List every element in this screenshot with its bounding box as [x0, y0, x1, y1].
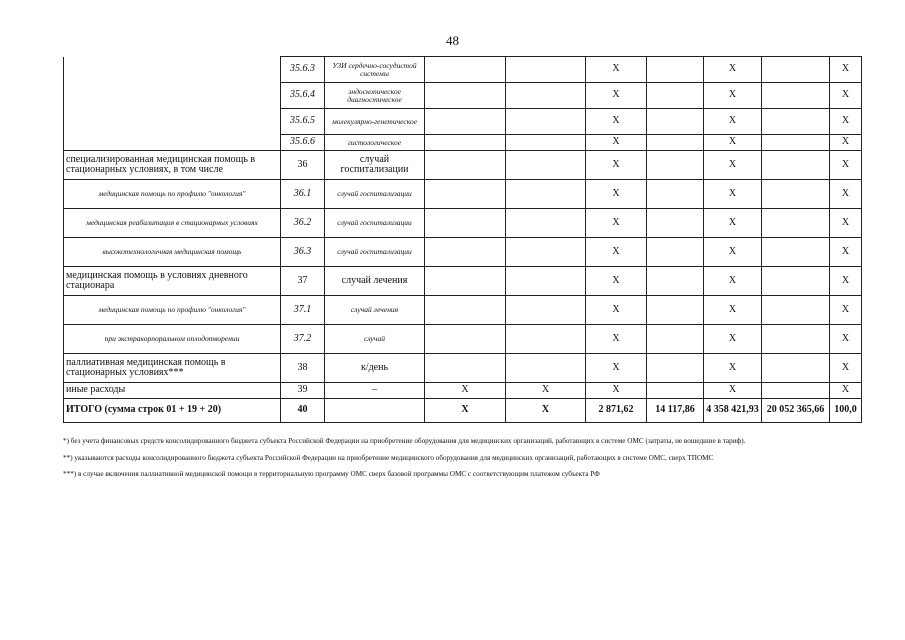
col-1-value: Х	[425, 383, 506, 399]
row-unit	[325, 399, 425, 423]
row-name: ИТОГО (сумма строк 01 + 19 + 20)	[64, 399, 281, 423]
row-number: 39	[281, 383, 325, 399]
row-number: 38	[281, 354, 325, 383]
col-4-value	[647, 57, 704, 83]
col-4-value: 14 117,86	[647, 399, 704, 423]
col-4-value	[647, 238, 704, 267]
row-name: медицинская помощь по профилю "онкология"	[64, 180, 281, 209]
col-7-value: Х	[830, 209, 862, 238]
col-7-value: Х	[830, 296, 862, 325]
row-name	[64, 109, 281, 135]
row-unit: случай лечения	[325, 267, 425, 296]
col-1-value	[425, 151, 506, 180]
row-number: 35.6.3	[281, 57, 325, 83]
col-4-value	[647, 296, 704, 325]
col-3-value: Х	[586, 151, 647, 180]
row-number: 37.2	[281, 325, 325, 354]
col-1-value	[425, 57, 506, 83]
col-6-value: 20 052 365,66	[762, 399, 830, 423]
table-row	[64, 151, 862, 180]
row-unit: молекулярно-генетическое	[325, 109, 425, 135]
row-name	[64, 57, 281, 83]
col-7-value: Х	[830, 267, 862, 296]
col-4-value	[647, 383, 704, 399]
col-5-value: Х	[704, 325, 762, 354]
col-3-value: 2 871,62	[586, 399, 647, 423]
col-1-value: Х	[425, 399, 506, 423]
col-5-value: Х	[704, 238, 762, 267]
col-2-value	[506, 325, 586, 354]
col-7-value: Х	[830, 57, 862, 83]
col-5-value: Х	[704, 109, 762, 135]
row-unit: к/день	[325, 354, 425, 383]
col-6-value	[762, 83, 830, 109]
col-2-value	[506, 180, 586, 209]
col-7-value: Х	[830, 180, 862, 209]
footnotes	[63, 437, 873, 487]
col-1-value	[425, 135, 506, 151]
col-1-value	[425, 354, 506, 383]
col-3-value: Х	[586, 57, 647, 83]
row-unit: случай госпитализации	[325, 180, 425, 209]
col-3-value: Х	[586, 325, 647, 354]
page-number: 48	[446, 33, 459, 48]
col-2-value	[506, 238, 586, 267]
row-name: иные расходы	[64, 383, 281, 399]
table-row	[64, 238, 862, 267]
col-5-value: 4 358 421,93	[704, 399, 762, 423]
col-6-value	[762, 109, 830, 135]
col-6-value	[762, 325, 830, 354]
col-3-value: Х	[586, 267, 647, 296]
col-1-value	[425, 296, 506, 325]
col-2-value	[506, 151, 586, 180]
col-4-value	[647, 135, 704, 151]
col-2-value: Х	[506, 399, 586, 423]
col-6-value	[762, 296, 830, 325]
table-row	[64, 83, 862, 109]
row-name: при экстракорпоральном оплодотворении	[64, 325, 281, 354]
col-6-value	[762, 151, 830, 180]
col-5-value: Х	[704, 354, 762, 383]
row-unit: гистологическое	[325, 135, 425, 151]
col-1-value	[425, 238, 506, 267]
row-number: 36.3	[281, 238, 325, 267]
table-row	[64, 296, 862, 325]
col-5-value: Х	[704, 57, 762, 83]
col-4-value	[647, 325, 704, 354]
col-7-value: 100,0	[830, 399, 862, 423]
col-6-value	[762, 267, 830, 296]
col-4-value	[647, 354, 704, 383]
col-3-value: Х	[586, 209, 647, 238]
row-unit: случай госпитализации	[325, 151, 425, 180]
col-5-value: Х	[704, 383, 762, 399]
col-3-value: Х	[586, 135, 647, 151]
col-2-value	[506, 135, 586, 151]
table-row	[64, 57, 862, 83]
col-5-value: Х	[704, 151, 762, 180]
row-number: 36.2	[281, 209, 325, 238]
row-number: 36	[281, 151, 325, 180]
table-row	[64, 180, 862, 209]
table-row	[64, 267, 862, 296]
row-unit: случай	[325, 325, 425, 354]
col-7-value: Х	[830, 383, 862, 399]
col-1-value	[425, 267, 506, 296]
table-row	[64, 325, 862, 354]
col-6-value	[762, 354, 830, 383]
col-6-value	[762, 135, 830, 151]
col-5-value: Х	[704, 267, 762, 296]
col-6-value	[762, 209, 830, 238]
col-2-value	[506, 267, 586, 296]
table-row	[64, 209, 862, 238]
col-3-value: Х	[586, 354, 647, 383]
table-body	[64, 57, 862, 423]
row-name: паллиативная медицинская помощь в стационарных условиях***	[64, 354, 281, 383]
col-7-value: Х	[830, 151, 862, 180]
col-6-value	[762, 238, 830, 267]
col-7-value: Х	[830, 325, 862, 354]
col-2-value	[506, 209, 586, 238]
row-name	[64, 135, 281, 151]
col-7-value: Х	[830, 109, 862, 135]
col-1-value	[425, 325, 506, 354]
col-1-value	[425, 109, 506, 135]
financing-table	[63, 56, 862, 423]
footnote-1: *) без учета финансовых средств консолидированного бюджета субъекта Российской Федерации на приобретение оборудования для медицинских организаций, работающих в системе ОМС (затраты, не вошедшие в тариф).	[63, 437, 746, 445]
row-name: медицинская помощь в условиях дневного стационара	[64, 267, 281, 296]
row-unit: УЗИ сердечно-сосудистой системы	[325, 57, 425, 83]
col-2-value: Х	[506, 383, 586, 399]
col-3-value: Х	[586, 383, 647, 399]
col-5-value: Х	[704, 296, 762, 325]
table-row	[64, 109, 862, 135]
row-unit: эндоскопическое диагностическое	[325, 83, 425, 109]
row-name: медицинская помощь по профилю "онкология"	[64, 296, 281, 325]
col-7-value: Х	[830, 238, 862, 267]
row-name	[64, 83, 281, 109]
col-2-value	[506, 109, 586, 135]
col-6-value	[762, 180, 830, 209]
table-row	[64, 383, 862, 399]
row-unit: случай лечения	[325, 296, 425, 325]
col-4-value	[647, 83, 704, 109]
row-name: высокотехнологичная медицинская помощь	[64, 238, 281, 267]
col-2-value	[506, 83, 586, 109]
table-row	[64, 399, 862, 423]
row-name: специализированная медицинская помощь в стационарных условиях, в том числе	[64, 151, 281, 180]
col-4-value	[647, 209, 704, 238]
footnote-2: **) указываются расходы консолидированного бюджета субъекта Российской Федерации на приобретение медицинского оборудования для медицинских организаций, работающих в системе ОМС, сверх ТПОМС	[63, 453, 714, 462]
row-number: 36.1	[281, 180, 325, 209]
row-unit: случай госпитализации	[325, 238, 425, 267]
table-row	[64, 354, 862, 383]
col-5-value: Х	[704, 209, 762, 238]
col-5-value: Х	[704, 83, 762, 109]
row-unit: –	[325, 383, 425, 399]
col-5-value: Х	[704, 180, 762, 209]
row-number: 40	[281, 399, 325, 423]
col-2-value	[506, 57, 586, 83]
col-4-value	[647, 180, 704, 209]
row-number: 37	[281, 267, 325, 296]
col-5-value: Х	[704, 135, 762, 151]
col-7-value: Х	[830, 354, 862, 383]
col-7-value: Х	[830, 83, 862, 109]
col-6-value	[762, 383, 830, 399]
col-4-value	[647, 267, 704, 296]
row-unit: случай госпитализации	[325, 209, 425, 238]
row-name: медицинская реабилитация в стационарных условиях	[64, 209, 281, 238]
col-6-value	[762, 57, 830, 83]
col-1-value	[425, 209, 506, 238]
col-3-value: Х	[586, 296, 647, 325]
col-3-value: Х	[586, 238, 647, 267]
footnote-3: ***) в случае включения паллиативной медицинской помощи в территориальную программу ОМС сверх базовой программы ОМС с соответствующим платежом субъекта РФ	[63, 470, 600, 479]
col-1-value	[425, 83, 506, 109]
col-7-value: Х	[830, 135, 862, 151]
row-number: 37.1	[281, 296, 325, 325]
col-2-value	[506, 354, 586, 383]
row-number: 35.6.5	[281, 109, 325, 135]
col-4-value	[647, 109, 704, 135]
row-number: 35.6.6	[281, 135, 325, 151]
col-3-value: Х	[586, 109, 647, 135]
col-1-value	[425, 180, 506, 209]
table-row	[64, 135, 862, 151]
col-2-value	[506, 296, 586, 325]
col-4-value	[647, 151, 704, 180]
row-number: 35.6.4	[281, 83, 325, 109]
col-3-value: Х	[586, 83, 647, 109]
col-3-value: Х	[586, 180, 647, 209]
